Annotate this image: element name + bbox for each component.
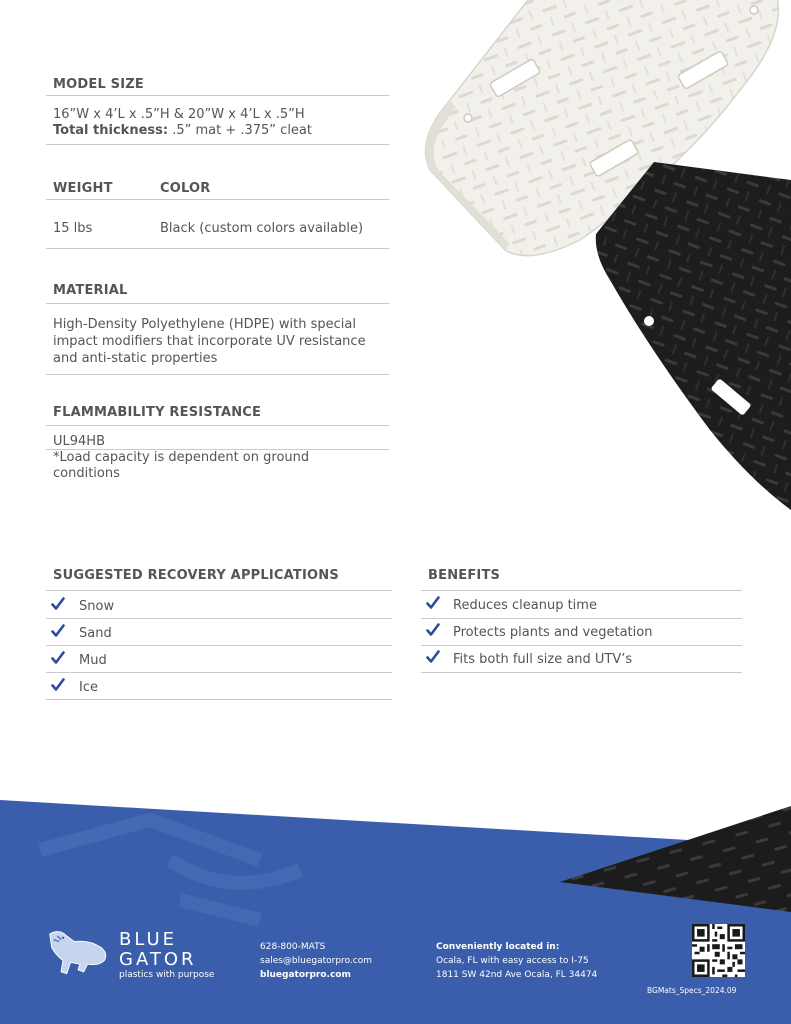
list-item (421, 619, 742, 646)
material-heading: MATERIAL (53, 283, 128, 298)
material-line-2: impact modifiers that incorporate UV resistance (53, 334, 366, 349)
divider (46, 95, 389, 96)
list-item-label: Mud (79, 653, 107, 668)
website-link[interactable]: bluegatorpro.com (260, 970, 351, 980)
color-heading: COLOR (160, 181, 211, 196)
divider (46, 303, 389, 304)
location-line-2: 1811 SW 42nd Ave Ocala, FL 34474 (436, 970, 598, 980)
checkmark-icon (51, 624, 65, 638)
load-note-line-1: *Load capacity is dependent on ground (53, 450, 310, 465)
brand-name-line-2: GATOR (119, 949, 197, 970)
divider (46, 590, 392, 591)
list-item (46, 673, 392, 700)
flammability-heading: FLAMMABILITY RESISTANCE (53, 405, 262, 420)
list-item (421, 592, 742, 619)
color-value: Black (custom colors available) (160, 221, 364, 236)
thickness-value: .5” mat + .375” cleat (168, 123, 312, 138)
list-item-label: Protects plants and vegetation (453, 625, 653, 640)
checkmark-icon (51, 678, 65, 692)
material-line-3: and anti-static properties (53, 351, 218, 366)
weight-heading: WEIGHT (53, 181, 113, 196)
black-mat-image (590, 160, 791, 520)
load-note-line-2: conditions (53, 466, 120, 481)
list-item-label: Reduces cleanup time (453, 598, 597, 613)
divider (421, 590, 742, 591)
divider (46, 374, 389, 375)
list-item-label: Sand (79, 626, 112, 641)
list-item (421, 646, 742, 673)
total-thickness (53, 122, 312, 139)
checkmark-icon (51, 597, 65, 611)
location-heading: Conveniently located in: (436, 942, 560, 952)
model-size-heading: MODEL SIZE (53, 77, 144, 92)
divider (421, 672, 742, 673)
qr-code-icon[interactable] (692, 924, 745, 977)
brand-tagline: plastics with purpose (119, 970, 215, 980)
weight-value: 15 lbs (53, 221, 93, 236)
list-item-label: Snow (79, 599, 115, 614)
footer (0, 790, 791, 1024)
checkmark-icon (51, 651, 65, 665)
checkmark-icon (426, 650, 440, 664)
benefits-heading: BENEFITS (428, 568, 501, 583)
list-item (46, 646, 392, 673)
divider (46, 248, 389, 249)
list-item (46, 592, 392, 619)
list-item (46, 619, 392, 646)
brand-name-line-1: BLUE (119, 929, 178, 950)
email-link[interactable]: sales@bluegatorpro.com (260, 956, 372, 966)
checkmark-icon (426, 596, 440, 610)
phone-number[interactable]: 628-800-MATS (260, 942, 326, 952)
thickness-label: Total thickness: (53, 123, 169, 138)
checkmark-icon (426, 623, 440, 637)
material-line-1: High-Density Polyethylene (HDPE) with special (53, 317, 356, 332)
benefits-section (421, 560, 742, 680)
divider (46, 199, 389, 200)
divider (46, 144, 389, 145)
document-code: BGMats_Specs_2024.09 (647, 986, 737, 995)
model-size-value: 16”W x 4’L x .5”H & 20”W x 4’L x .5”H (53, 107, 305, 122)
divider (46, 699, 392, 700)
list-item-label: Ice (79, 680, 98, 695)
flammability-value: UL94HB (53, 434, 105, 449)
location-line-1: Ocala, FL with easy access to I-75 (436, 956, 589, 966)
divider (46, 425, 389, 426)
gator-logo-icon (46, 922, 112, 980)
applications-section (46, 560, 392, 710)
list-item-label: Fits both full size and UTV’s (453, 652, 633, 667)
applications-heading: SUGGESTED RECOVERY APPLICATIONS (53, 568, 339, 583)
